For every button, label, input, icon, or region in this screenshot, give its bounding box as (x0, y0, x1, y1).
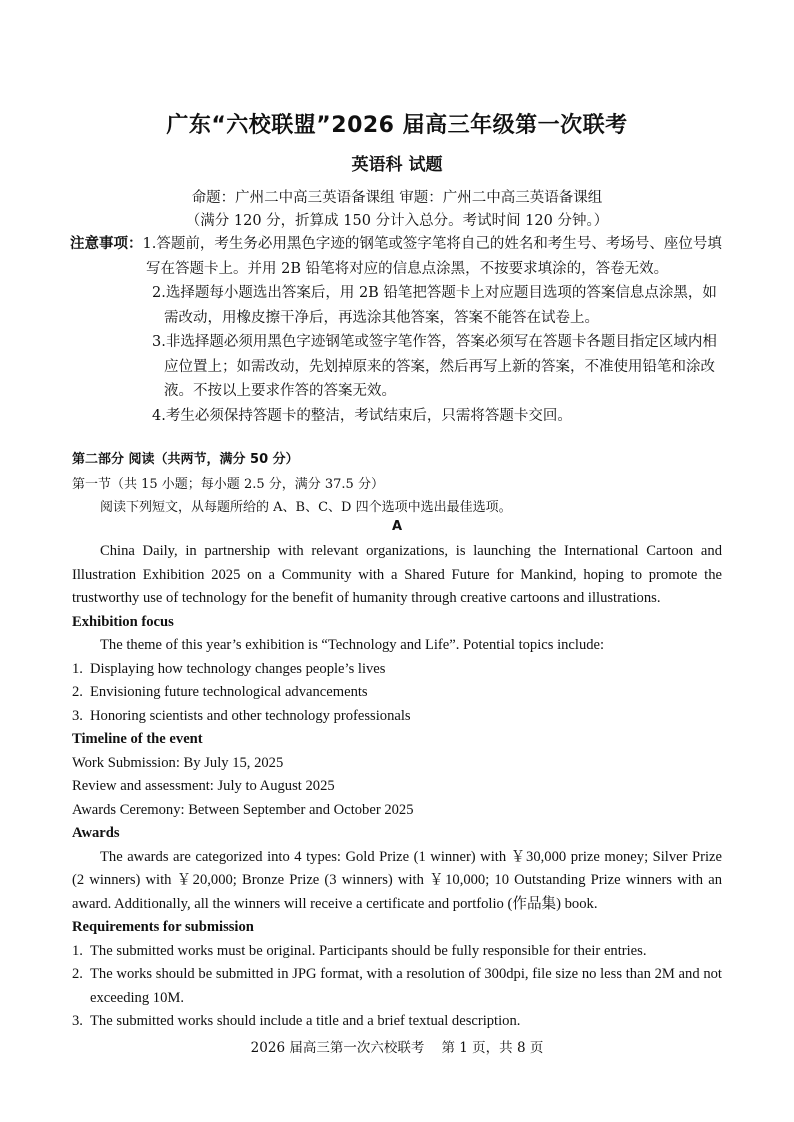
timeline-item: Work Submission: By July 15, 2025 (72, 754, 284, 771)
note-line: 4.考生必须保持答题卡的整洁，考试结束后，只需将答题卡交回。 (152, 407, 572, 424)
exam-notes (70, 232, 730, 428)
list-item: 3. The submitted works should include a title and a brief textual description. (72, 1010, 722, 1034)
note-line: 应位置上；如需改动，先划掉原来的答案，然后再写上新的答案，不准使用铅笔和涂改 (164, 358, 715, 375)
requirements-heading: Requirements for submission (72, 919, 254, 935)
topic-text: Envisioning future technological advancements (90, 684, 368, 700)
timeline-item: Awards Ceremony: Between September and October 2025 (72, 801, 414, 818)
topic-text: Displaying how technology changes people’s lives (90, 660, 386, 677)
awards-heading: Awards (72, 825, 120, 841)
note-line: 写在答题卡上。并用 2B 铅笔将对应的信息点涂黑，不按要求填涂的，答卷无效。 (146, 260, 669, 277)
list-item: 1. The submitted works must be original. Participants should be fully responsible for their entries. (72, 940, 722, 964)
authors-line: 命题：广州二中高三英语备课组 审题：广州二中高三英语备课组 (191, 190, 603, 206)
passage-label: A (391, 519, 403, 534)
section-subheading: 第一节（共 15 小题；每小题 2.5 分，满分 37.5 分） (72, 477, 384, 492)
requirement-text: The submitted works should include a title and a brief textual description. (90, 1013, 521, 1029)
passage-body (72, 540, 722, 1034)
page-title: 广东“六校联盟”2026 届高三年级第一次联考 (166, 113, 628, 138)
note-line: 需改动，用橡皮擦干净后，再选涂其他答案，答案不能答在试卷上。 (164, 309, 599, 326)
focus-heading: Exhibition focus (72, 613, 174, 630)
footer-text: 2026 届高三第一次六校联考 第 1 页，共 8 页 (250, 1040, 544, 1056)
timeline-item: Review and assessment: July to August 2025 (72, 778, 335, 794)
list-item: 1. Displaying how technology changes people’s lives (72, 658, 722, 682)
note-line: 液。不按以上要求作答的答案无效。 (164, 383, 396, 399)
passage-intro: China Daily, in partnership with relevant organizations, is launching the International Cartoon and Illustration Exhibition 2025 on a Community with a Shared Future for Mankind, hoping to promote the trustworthy use of technology for the benefit of humanity through creative cartoons and illustrations. (72, 543, 722, 606)
note-line: 3.非选择题必须用黑色字迹钢笔或签字笔作答，答案必须写在答题卡各题目指定区域内相 (152, 334, 717, 350)
list-item: 2. The works should be submitted in JPG format, with a resolution of 300dpi, file size no less than 2M and not exceeding 10M. (72, 963, 722, 1010)
awards-text: The awards are categorized into 4 types: Gold Prize (1 winner) with ￥30,000 prize money; Silver Prize (2 winners) with ￥20,000; Bronze Prize (3 winners) with ￥10,000; 10 Outstanding Prize winners with an award. Additionally, all the winners will receive a certificate and portfolio (作品集) book. (72, 848, 722, 912)
focus-text: The theme of this year’s exhibition is “Technology and Life”. Potential topics include: (100, 637, 605, 653)
page-footer (0, 1036, 794, 1056)
score-info: （满分 120 分，折算成 150 分计入总分。考试时间 120 分钟。） (185, 213, 609, 229)
notes-lead: 注意事项： (70, 236, 143, 252)
list-item: 2. Envisioning future technological advancements (72, 681, 722, 705)
note-line: 2.选择题每小题选出答案后，用 2B 铅笔把答题卡上对应题目选项的答案信息点涂黑，如 (152, 285, 717, 301)
section-heading: 第二部分 阅读（共两节，满分 50 分） (72, 452, 299, 467)
requirement-text: The submitted works must be original. Participants should be fully responsible for their entries. (90, 942, 647, 959)
timeline-heading: Timeline of the event (72, 731, 203, 747)
requirement-text: The works should be submitted in JPG format, with a resolution of 300dpi, file size no less than 2M and not exceeding 10M. (90, 966, 722, 1006)
note-line: 1.答题前，考生务必用黑色字迹的钢笔或签字笔将自己的姓名和考生号、考场号、座位号填 (142, 236, 722, 252)
list-item: 3. Honoring scientists and other technology professionals (72, 705, 722, 729)
topic-text: Honoring scientists and other technology professionals (90, 707, 411, 724)
subject-title: 英语科 试题 (351, 155, 443, 175)
section-instruction: 阅读下列短文，从每题所给的 A、B、C、D 四个选项中选出最佳选项。 (100, 500, 512, 515)
